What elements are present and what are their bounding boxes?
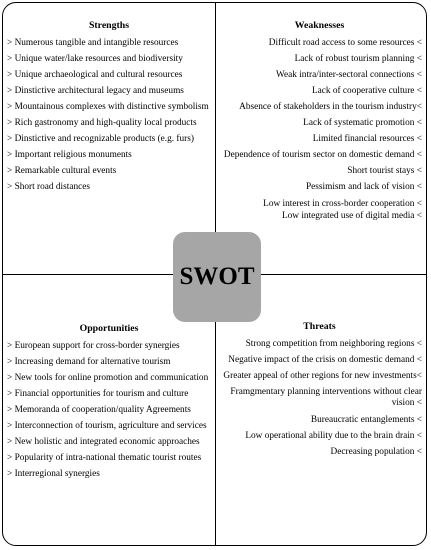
opportunities-title: Opportunities <box>79 323 139 334</box>
swot-center-label: SWOT <box>173 232 261 322</box>
list-item: Framgmentary planning interventions without clear vision < <box>230 386 422 409</box>
list-item: > New holistic and integrated economic approaches <box>7 437 200 448</box>
weaknesses-list <box>217 38 422 223</box>
list-item: > Remarkable cultural events <box>7 166 117 177</box>
threats-list <box>217 339 422 459</box>
list-item: Difficult road access to some resources < <box>268 37 422 48</box>
list-item: Pessimism and lack of vision < <box>305 182 422 193</box>
list-item: Bureaucratic entanglements < <box>310 414 422 425</box>
opportunities-quadrant <box>7 323 211 485</box>
list-item: > Dinstictive and recognizable products (e.g. furs) <box>7 134 194 145</box>
list-item: > Numerous tangible and intangible resources <box>7 37 179 48</box>
list-item: Short tourist stays < <box>347 166 422 177</box>
list-item: > Increasing demand for alternative tourism <box>7 356 171 367</box>
list-item: Negative impact of the crisis on domestic demand < <box>228 354 422 365</box>
list-item: > Rich gastronomy and high-quality local products <box>7 118 197 129</box>
list-item: Strong competition from neighboring regions < <box>245 338 422 349</box>
list-item: > Short road distances <box>7 182 90 193</box>
list-item: Low integrated use of digital media < <box>281 211 422 222</box>
list-item: > Popularity of intra-national thematic tourist routes <box>7 453 202 464</box>
list-item: Decreasing population < <box>330 446 422 457</box>
list-item: > Unique water/lake resources and biodiversity <box>7 53 183 64</box>
strengths-quadrant <box>7 20 211 199</box>
list-item: Weak intra/inter-sectoral connections < <box>275 69 422 80</box>
list-item: > Financial opportunities for tourism and culture <box>7 388 189 399</box>
list-item: Low operational ability due to the brain drain < <box>245 430 422 441</box>
list-item: Low interest in cross-border cooperation < <box>263 198 422 209</box>
threats-title: Threats <box>303 321 336 332</box>
list-item: Lack of cooperative culture < <box>311 85 422 96</box>
list-item: Dependence of tourism sector on domestic demand < <box>223 150 422 161</box>
list-item: Lack of robust tourism planning < <box>294 53 422 64</box>
list-item: > Unique archaeological and cultural resources <box>7 69 183 80</box>
list-item: Absence of stakeholders in the tourism industry< <box>239 101 422 112</box>
list-item: > European support for cross-border synergies <box>7 340 180 351</box>
weaknesses-title: Weaknesses <box>294 20 345 31</box>
list-item: Greater appeal of other regions for new investments< <box>223 370 422 381</box>
swot-diagram <box>2 2 427 546</box>
threats-quadrant <box>217 321 422 463</box>
list-item: > Important religious monuments <box>7 150 132 161</box>
strengths-title: Strengths <box>88 20 130 31</box>
weaknesses-quadrant <box>217 20 422 227</box>
opportunities-list <box>7 341 211 481</box>
list-item: > Mountainous complexes with distinctive symbolism <box>7 101 209 112</box>
list-item: Limited financial resources < <box>312 134 422 145</box>
list-item: > Interconnection of tourism, agriculture and services <box>7 421 207 432</box>
list-item: > Dinstictive architectural legacy and museums <box>7 85 184 96</box>
list-item: Lack of systematic promotion < <box>303 118 422 129</box>
list-item: > Interregional synergies <box>7 469 100 480</box>
list-item: > Memoranda of cooperation/quality Agreements <box>7 404 191 415</box>
strengths-list <box>7 38 211 194</box>
list-item: > New tools for online promotion and communication <box>7 372 209 383</box>
